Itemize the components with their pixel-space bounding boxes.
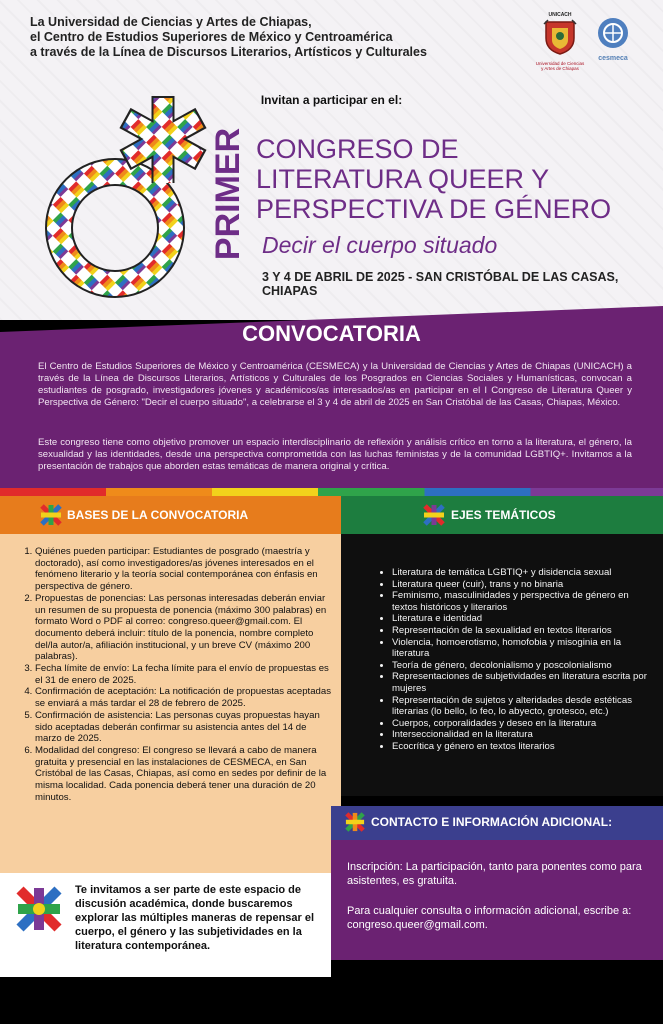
contacto-heading: CONTACTO E INFORMACIÓN ADICIONAL: — [371, 815, 613, 829]
list-item: 2. Propuestas de ponencias: Las personas interesadas deberán enviar un resumen de su propuesta de ponencia (máximo 300 palabras) en formato Word o PDF al correo: congreso.queer@gmail.com. El documento deberá incluir: título de la ponencia, nombre completo del/la autor/a, afiliación institucional, y un breve CV (máximo 200 palabras). — [35, 593, 335, 663]
unicach-caption: Universidad de Ciencias — [535, 61, 585, 66]
title-line: PERSPECTIVA DE GÉNERO — [256, 194, 612, 224]
list-item: • Literatura e identidad — [392, 613, 657, 625]
bases-heading: BASES DE LA CONVOCATORIA — [67, 508, 249, 522]
list-item: • Cuerpos, corporalidades y deseo en la literatura — [392, 718, 657, 730]
contacto-panel — [331, 840, 663, 960]
event-dates: 3 Y 4 DE ABRIL DE 2025 - SAN CRISTÓBAL DE LAS CASAS, CHIAPAS — [262, 270, 619, 298]
ejes-list — [377, 567, 657, 753]
list-item: • Interseccionalidad en la literatura — [392, 729, 657, 741]
list-item: • Feminismo, masculinidades y perspectiva de género en textos históricos y literarios — [392, 590, 657, 613]
list-item: • Representaciones de subjetividades en literatura escrita por mujeres — [392, 671, 657, 694]
congress-title — [256, 134, 611, 224]
contacto-paragraph: Inscripción: La participación, tanto para ponentes como para asistentes, es gratuita. — [347, 861, 642, 887]
gender-symbol-icon — [45, 88, 215, 298]
ejes-heading: EJES TEMÁTICOS — [451, 508, 556, 522]
unicach-logo — [532, 12, 588, 71]
cesmeca-label: cesmeca — [598, 55, 628, 62]
organizers-text — [30, 15, 450, 60]
organizer-line: a través de la Línea de Discursos Literarios, Artísticos y Culturales — [30, 45, 427, 59]
rainbow-asterisk-icon — [16, 886, 62, 932]
list-item: 4. Confirmación de aceptación: La notificación de propuestas aceptadas se enviará a más tardar el 28 de febrero de 2025. — [35, 686, 335, 709]
convocatoria-paragraph: Este congreso tiene como objetivo promover un espacio interdisciplinario de reflexión y análisis crítico en torno a la literatura, el género, la sexualidad y las identidades, desde una perspectiva comprometida con las luchas feministas y de la comunidad LGBTIQ+. Invitamos a la presentación de trabajos que aborden estas temáticas de manera original y crítica. — [38, 437, 632, 472]
title-line: LITERATURA QUEER Y — [256, 164, 550, 194]
list-item: • Teoría de género, decolonialismo y poscolonialismo — [392, 660, 657, 672]
organizer-line: La Universidad de Ciencias y Artes de Chiapas, — [30, 15, 312, 29]
cesmeca-emblem-icon — [596, 16, 630, 50]
congress-subtitle: Decir el cuerpo situado — [262, 232, 498, 258]
list-item: • Violencia, homoerotismo, homofobia y misoginia en la literatura — [392, 637, 657, 660]
ejes-header — [341, 496, 663, 534]
organizer-line: el Centro de Estudios Superiores de México y Centroamérica — [30, 30, 393, 44]
invite-line: Invitan a participar en el: — [260, 93, 403, 107]
rainbow-asterisk-icon — [40, 504, 62, 526]
unicach-logo-top: UNICACH — [548, 12, 572, 18]
rainbow-divider — [0, 488, 663, 496]
list-item: 6. Modalidad del congreso: El congreso se llevará a cabo de manera gratuita y presencial en las instalaciones de CESMECA, en San Cristóbal de las Casas, Chiapas, así como en sedes por definir de la misma localidad. Cada ponencia deberá tener una duración de 20 minutos. — [35, 745, 335, 804]
cesmeca-logo — [590, 16, 636, 62]
rainbow-asterisk-icon — [345, 812, 365, 832]
unicach-caption: y Artes de Chiapas — [541, 66, 579, 71]
convocatoria-title: CONVOCATORIA — [242, 321, 421, 346]
title-line: CONGRESO DE — [256, 134, 459, 164]
list-item: 1. Quiénes pueden participar: Estudiantes de posgrado (maestría y doctorado), así como investigadores/as jóvenes interesados en el fenómeno literario y la teoría social contemporánea con énfasis en perspectiva de género. — [35, 546, 335, 593]
list-item: 3. Fecha límite de envío: La fecha límite para el envío de propuestas es el 31 de enero de 2025. — [35, 663, 335, 686]
shield-icon — [542, 18, 578, 56]
primer-vertical-label — [198, 124, 258, 264]
list-item: • Representación de sujetos y alteridades desde estéticas literarias (lo bello, lo feo, lo abyecto, grotesco, etc.) — [392, 695, 657, 718]
list-item: • Representación de la sexualidad en textos literarios — [392, 625, 657, 637]
list-item: 5. Confirmación de asistencia: Las personas cuyas propuestas hayan sido aceptadas deberán confirmar su asistencia antes del 14 de marzo de 2025. — [35, 710, 335, 745]
closing-text: Te invitamos a ser parte de este espacio de discusión académica, donde buscaremos explorar las múltiples maneras de repensar el cuerpo, el género y las subjetividades en la literatura contemporánea. — [75, 884, 315, 952]
contacto-header — [331, 806, 663, 840]
contacto-paragraph: Para cualquier consulta o información adicional, escribe a: congreso.queer@gmail.com. — [347, 905, 632, 931]
rainbow-asterisk-icon — [423, 504, 445, 526]
convocatoria-paragraph: El Centro de Estudios Superiores de México y Centroamérica (CESMECA) y la Universidad de Ciencias y Artes de Chiapas (UNICACH) a través de la Línea de Discursos Literarios, Artísticos y Culturales de los Posgrados en Ciencias Sociales y Humanísticas, convocan a estudiantes de posgrado, investigadores jóvenes y académicos/as interesados/as en participar en el I Congreso de Literatura Queer y Perspectiva de Género: "Decir el cuerpo situado", a celebrarse el 3 y 4 de abril de 2025 en San Cristóbal de las Casas, Chiapas, México. — [38, 361, 632, 408]
list-item: • Literatura queer (cuir), trans y no binaria — [392, 579, 657, 591]
list-item: • Literatura de temática LGBTIQ+ y disidencia sexual — [392, 567, 657, 579]
list-item: • Ecocrítica y género en textos literarios — [392, 741, 657, 753]
bases-list — [20, 546, 335, 803]
primer-text: PRIMER — [209, 127, 247, 261]
bases-header — [0, 496, 341, 534]
